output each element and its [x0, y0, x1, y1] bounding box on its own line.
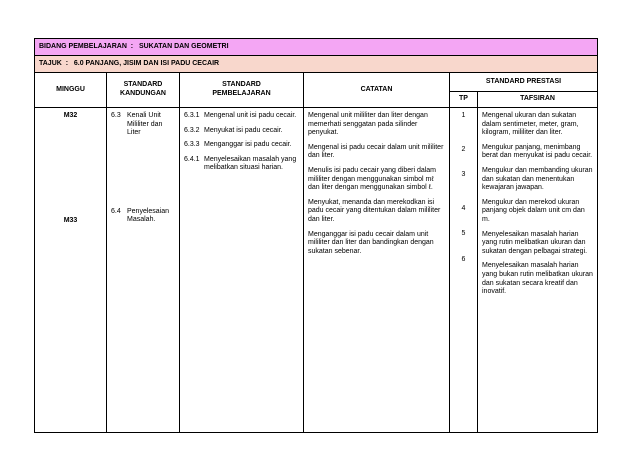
- minggu-m33: M33: [63, 216, 78, 224]
- header-sk-line1: STANDARD: [123, 81, 163, 89]
- kandungan-text: Penyelesaian Masalah.: [127, 207, 170, 224]
- pembelajaran-text: Menganggar isi padu cecair.: [204, 141, 292, 149]
- pembelajaran-text: Mengenal unit isi padu cecair.: [204, 112, 297, 119]
- bidang-row: [35, 39, 598, 56]
- tafsiran-para: Mengukur panjang, menimbang berat dan menyukat isi padu cecair.: [482, 143, 593, 160]
- header-standard-kandungan: [107, 73, 180, 108]
- header-sp-line1: STANDARD: [222, 81, 261, 89]
- tafsiran-para: Menyelesaikan masalah harian yang bukan rutin melibatkan ukuran dan sukatan secara kreatif dan inovatif.: [482, 262, 593, 296]
- tp-cell: [450, 108, 478, 433]
- header-tp: TP: [450, 92, 478, 108]
- header-row-1: [35, 73, 598, 92]
- tajuk-text: TAJUK : 6.0 PANJANG, JISIM DAN ISI PADU CECAIR: [39, 59, 220, 67]
- tp-level: 5: [461, 230, 466, 238]
- tafsiran-cell: [478, 108, 598, 433]
- kandungan-num: 6.3: [111, 112, 121, 119]
- catatan-para: Menganggar isi padu cecair dalam unit mililiter dan liter dan bandingkan dengan sukatan sebenar.: [308, 230, 434, 255]
- tafsiran-para: Mengukur dan membanding ukuran dan sukatan dan menentukan kewajaran jawapan.: [482, 166, 593, 192]
- pembelajaran-cell: [180, 108, 304, 433]
- header-standard-pembelajaran: [180, 73, 304, 108]
- tafsiran-para: Menyelesaikan masalah harian yang rutin melibatkan ukuran dan sukatan dengan pelbagai strategi.: [482, 230, 588, 255]
- pembelajaran-item: [184, 141, 299, 150]
- pembelajaran-text: Menyelesaikan masalah yang melibatkan situasi harian.: [204, 155, 297, 172]
- catatan-para: Mengenal isi padu cecair dalam unit mililiter dan liter.: [308, 143, 444, 160]
- minggu-m32: M32: [63, 112, 78, 119]
- pembelajaran-num: 6.3.1: [184, 112, 200, 119]
- bidang-text: BIDANG PEMBELAJARAN : SUKATAN DAN GEOMETRI: [39, 42, 229, 50]
- pembelajaran-item: [184, 112, 299, 121]
- tp-level: 4: [461, 204, 466, 212]
- kandungan-text: Kenali Unit Mililiter dan Liter: [127, 112, 163, 137]
- header-catatan: CATATAN: [304, 73, 450, 108]
- catatan-para: Menulis isi padu cecair yang diberi dalam mililiter dengan menggunakan simbol mℓ dan liter dengan menggunakan simbol ℓ.: [308, 166, 437, 192]
- catatan-cell: [304, 108, 450, 433]
- pembelajaran-item: [184, 127, 299, 136]
- tajuk-banner: [35, 56, 598, 73]
- kandungan-item: [111, 208, 175, 225]
- catatan-para: Mengenal unit mililiter dan liter dengan memerhati senggatan pada silinder penyukat.: [308, 112, 428, 137]
- bidang-banner: [35, 39, 598, 56]
- minggu-cell: [35, 108, 107, 433]
- pembelajaran-num: 6.3.3: [184, 141, 200, 149]
- header-standard-prestasi: STANDARD PRESTASI: [450, 73, 598, 92]
- header-sk-line2: KANDUNGAN: [120, 90, 166, 97]
- kandungan-item: [111, 112, 175, 138]
- pembelajaran-item: [184, 156, 299, 173]
- tp-level: 6: [461, 255, 466, 263]
- pembelajaran-num: 6.3.2: [184, 126, 200, 134]
- header-tafsiran: TAFSIRAN: [478, 92, 598, 108]
- header-sp-line2: PEMBELAJARAN: [212, 90, 271, 97]
- catatan-para: Menyukat, menanda dan merekodkan isi padu cecair yang ditentukan dalam mililiter dan liter.: [308, 198, 441, 223]
- tp-level: 3: [461, 171, 466, 179]
- content-row: [35, 108, 598, 433]
- kandungan-cell: [107, 108, 180, 433]
- rpt-table: [34, 38, 598, 433]
- header-minggu: MINGGU: [35, 73, 107, 108]
- tafsiran-para: Mengenal ukuran dan sukatan dalam sentimeter, meter, gram, kilogram, mililiter dan liter.: [482, 112, 579, 137]
- tp-level: 1: [461, 112, 466, 119]
- tp-level: 2: [461, 145, 466, 153]
- tafsiran-para: Mengukur dan merekod ukuran panjang objek dalam unit cm dan m.: [482, 198, 585, 223]
- tajuk-row: [35, 56, 598, 73]
- pembelajaran-num: 6.4.1: [184, 155, 200, 163]
- kandungan-num: 6.4: [111, 207, 121, 215]
- pembelajaran-text: Menyukat isi padu cecair.: [204, 126, 283, 134]
